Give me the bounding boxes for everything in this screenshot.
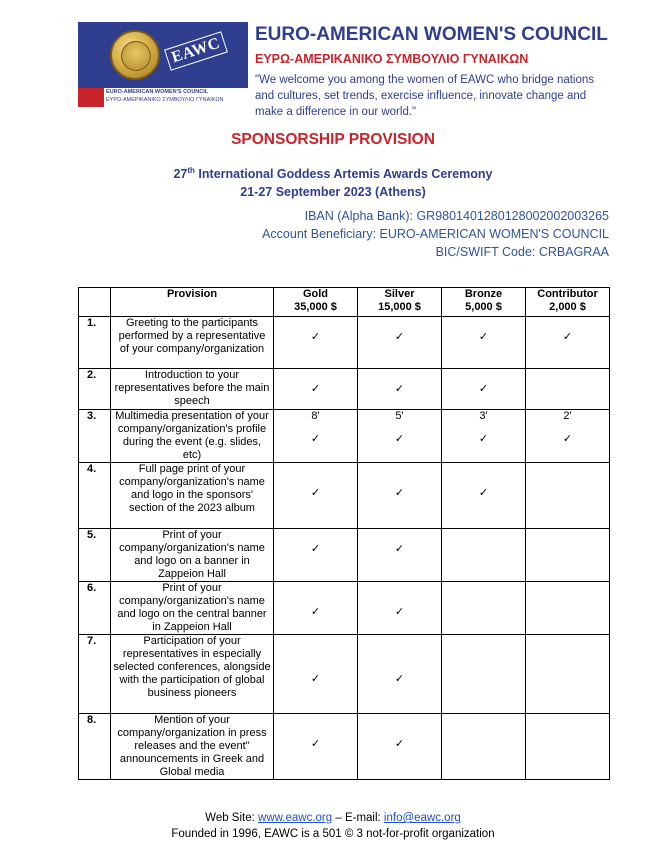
bank-details: [262, 207, 609, 261]
check-silver: ✓: [358, 582, 442, 635]
check-gold: ✓: [274, 463, 358, 529]
header-contributor: Contributor 2,000 $: [526, 288, 610, 317]
footer-founded: Founded in 1996, EAWC is a 501 © 3 not-for-profit organization: [171, 828, 495, 840]
logo-strip: [104, 88, 248, 107]
footer: [0, 810, 666, 842]
logo-line-english: EURO-AMERICAN WOMEN'S COUNCIL: [106, 89, 209, 95]
logo-blue-band: [78, 22, 248, 88]
empty-cell: [442, 582, 526, 635]
check-silver: ✓: [358, 635, 442, 714]
table-row: 2. Introduction to your representatives before the main speech ✓ ✓ ✓: [79, 369, 610, 410]
check-gold: ✓: [274, 529, 358, 582]
event-dates: 21-27 September 2023 (Athens): [240, 185, 426, 200]
logo-line-greek: ΕΥΡΩ-ΑΜΕΡΙΚΑΝΙΚΟ ΣΥΜΒΟΥΛΙΟ ΓΥΝΑΙΚΩΝ: [106, 97, 224, 103]
event-heading: [0, 162, 666, 201]
minutes-gold: 8' ✓: [274, 410, 358, 463]
check-silver: ✓: [358, 463, 442, 529]
check-gold: ✓: [274, 582, 358, 635]
empty-cell: [442, 714, 526, 780]
check-gold: ✓: [274, 369, 358, 410]
minutes-silver: 5' ✓: [358, 410, 442, 463]
check-silver: ✓: [358, 529, 442, 582]
header-bronze: Bronze 5,000 $: [442, 288, 526, 317]
table-row: 3. Multimedia presentation of your company/organization's profile during the event (e.g. slides, etc) 8' ✓ 5' ✓ 3' ✓ 2' ✓: [79, 410, 610, 463]
provision-text: Print of your company/organization's name and logo on the central banner in Zappeion Hall: [111, 582, 274, 635]
header-number: [79, 288, 111, 317]
org-name-greek: ΕΥΡΩ-ΑΜΕΡΙΚΑΝΙΚΟ ΣΥΜΒΟΥΛΙΟ ΓΥΝΑΙΚΩΝ: [255, 52, 529, 66]
check-silver: ✓: [358, 369, 442, 410]
provision-text: Full page print of your company/organization's name and logo in the sponsors' section of the 2023 album: [111, 463, 274, 529]
eawc-logo: [78, 22, 248, 107]
header-silver: Silver 15,000 $: [358, 288, 442, 317]
table-row: 4. Full page print of your company/organization's name and logo in the sponsors' section of the 2023 album ✓ ✓ ✓: [79, 463, 610, 529]
document-title: SPONSORSHIP PROVISION: [231, 131, 435, 148]
empty-cell: [526, 369, 610, 410]
check-gold: ✓: [274, 317, 358, 369]
provision-text: Participation of your representatives in especially selected conferences, alongside with the participation of global business pioneers: [111, 635, 274, 714]
iban: IBAN (Alpha Bank): GR9801401280128002002003265: [304, 209, 609, 223]
minutes-contributor: 2' ✓: [526, 410, 610, 463]
table-header-row: [79, 288, 610, 317]
email-link[interactable]: info@eawc.org: [383, 812, 461, 824]
empty-cell: [526, 635, 610, 714]
check-contributor: ✓: [526, 317, 610, 369]
header-gold: Gold 35,000 $: [274, 288, 358, 317]
welcome-quote: "We welcome you among the women of EAWC who bridge nations and cultures, set trends, exercise influence, innovate change and make a difference in our world.": [255, 74, 595, 118]
medal-icon: [110, 30, 160, 80]
table-row: 6. Print of your company/organization's name and logo on the central banner in Zappeion Hall ✓ ✓: [79, 582, 610, 635]
table-row: 5. Print of your company/organization's name and logo on a banner in Zappeion Hall ✓ ✓: [79, 529, 610, 582]
empty-cell: [526, 529, 610, 582]
table-row: 7. Participation of your representatives in especially selected conferences, alongside with the participation of global business pioneers ✓ ✓: [79, 635, 610, 714]
event-name: 27th International Goddess Artemis Awards Ceremony: [173, 166, 493, 182]
bic-swift: BIC/SWIFT Code: CRBAGRAA: [435, 245, 609, 259]
empty-cell: [442, 529, 526, 582]
empty-cell: [526, 714, 610, 780]
account-beneficiary: Account Beneficiary: EURO-AMERICAN WOMEN'S COUNCIL: [262, 227, 609, 241]
provision-text: Introduction to your representatives before the main speech: [111, 369, 274, 410]
table-row: 8. Mention of your company/organization in press releases and the event" announcements in Greek and Global media ✓ ✓: [79, 714, 610, 780]
footer-contact: Web Site: www.eawc.org – E-mail: info@eawc.org: [205, 812, 461, 824]
logo-mark: EAWC: [164, 31, 228, 70]
header-provision: Provision: [111, 288, 274, 317]
provision-text: Greeting to the participants performed by a representative of your company/organization: [111, 317, 274, 369]
check-gold: ✓: [274, 714, 358, 780]
empty-cell: [442, 635, 526, 714]
website-link[interactable]: www.eawc.org: [258, 812, 333, 824]
org-name: EURO-AMERICAN WOMEN'S COUNCIL: [255, 24, 608, 45]
provision-text: Print of your company/organization's name and logo on a banner in Zappeion Hall: [111, 529, 274, 582]
provision-text: Multimedia presentation of your company/organization's profile during the event (e.g. slides, etc): [111, 410, 274, 463]
empty-cell: [526, 463, 610, 529]
check-gold: ✓: [274, 635, 358, 714]
sponsorship-table: [78, 287, 610, 780]
empty-cell: [526, 582, 610, 635]
check-silver: ✓: [358, 714, 442, 780]
check-bronze: ✓: [442, 463, 526, 529]
minutes-bronze: 3' ✓: [442, 410, 526, 463]
check-bronze: ✓: [442, 317, 526, 369]
check-bronze: ✓: [442, 369, 526, 410]
table-row: 1. Greeting to the participants performed by a representative of your company/organization ✓ ✓ ✓ ✓: [79, 317, 610, 369]
check-silver: ✓: [358, 317, 442, 369]
provision-text: Mention of your company/organization in press releases and the event" announcements in Greek and Global media: [111, 714, 274, 780]
